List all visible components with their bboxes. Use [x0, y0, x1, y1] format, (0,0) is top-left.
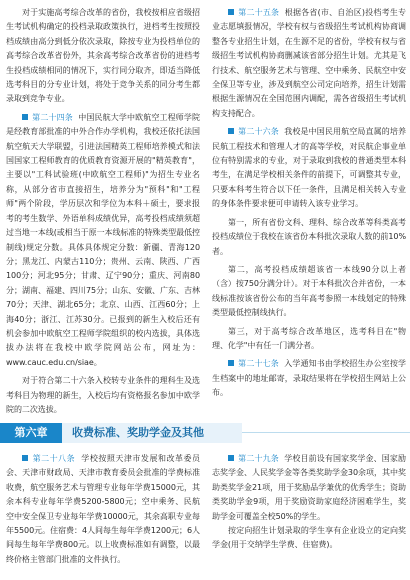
condition-1: 第一，所有省份文科、理科、综合改革等科类高考投档成绩位于我校在该省份本科批次录取人数的前10%者。	[212, 217, 406, 256]
condition-2: 第二，高考投档成绩超该省一本线90分以上者（含）按750分满分计）。对于本科批次合并省份，一本线标准按该省份公布的当年高考参照一本线划定的特殊类型最低控制线执行。	[212, 264, 406, 318]
top-right-column	[212, 6, 406, 401]
article-24-label: 第二十四条	[32, 112, 73, 122]
bottom-right-column	[212, 452, 406, 553]
article-29-label: 第二十九条	[238, 454, 279, 463]
article-28-body: 学校按照天津市发展和改革委员会、天津市财政局、天津市教育委员会批准的学费标准收费，航空服务艺术与管理专业每年学费15000元，其余本科专业每年学费5200-5800元；空中乘务、民航空中安全保卫专业每年学费10000元，其余高职专业每年5500元。住宿费：4人间每生每年学费1200元；6人间每生每年学费800元。以上收费标准如有调整，以最终价格主管部门批准的文件执行。	[6, 454, 200, 564]
top-left-column	[6, 6, 200, 417]
article-29-body: 学校目前设有国家奖学金、国家励志奖学金、人民奖学金等各类奖助学金30余项，其中奖助类奖学金21项，用于奖励品学兼优的优秀学生；资助类奖助学金9项，用于奖励资助家庭经济困难学生，奖助学金可覆盖全校50%的学生。	[212, 454, 406, 521]
square-bullet-icon	[22, 114, 28, 120]
article-24-body: 中国民航大学中欧航空工程师学院是经教育部批准的中外合作办学机构，我校还依托法国航空航天大学联盟，引进法国精英工程师培养模式和法国国家工程师教育的优质教育资源开展的"精英教育"，主要以"工科试验班(中欧航空工程师)"为招生专业名称，从部分省市直接招生，培养分为"预科"和"工程师"两个阶段，学历层次和学位为本科＋硕士，要求报考的考生数学、外语单科成绩优异，高考投档成绩须超过当地一本线(或相当于原一本线标准的特殊类型最低控制线)规定分数。具体具体规定分数：新疆、青海120分；黑龙江、内蒙古110分；贵州、云南、陕西、广西100分；河北95分；甘肃、辽宁90分；重庆、河南80分；湖南、福建、四川75分；山东、安徽、广东、吉林70分；天津、湖北65分；北京、山西、江西60分；上海40分；浙江、江苏30分。已报到的新生入校后还有机会参加中欧航空工程师学院组织的校内选拔，具体选拔办法将在我校中欧学院网站公布，网址为：www.cauc.edu.cn/siae。	[6, 112, 200, 367]
article-28	[6, 452, 200, 567]
square-bullet-icon	[228, 360, 234, 366]
square-bullet-icon	[228, 128, 234, 134]
chapter-title: 收费标准、奖助学金及其他	[62, 423, 242, 443]
article-29	[212, 452, 406, 524]
article-27	[212, 357, 406, 400]
chapter-number: 第六章	[0, 423, 62, 443]
condition-3: 第三，对于高考综合改革地区，选考科目在"物理、化学"中有任一门满分者。	[212, 326, 406, 350]
article-24	[6, 111, 200, 370]
article-25-body: 根据各省(市、自治区)投档考生专业志愿填报情况，学校有权与省级招生考试机构协商调整各专业招生计划，在生源不足的省份，学校有权与省级招生考试机构协商删减该省部分招生计划。尤其是飞行技术、航空服务艺术与管理、空中乘务、民航空中安全保卫等专业，涉及到航空公司定向培养，招生计划需根据生源情况在全国范围内调配，需各省级招生考试机构支持配合。	[212, 8, 406, 118]
article-26-label: 第二十六条	[238, 127, 279, 137]
article-26-body: 我校是中国民用航空局直属的培养民航工程技术和管理人才的高等学校，对民航企事业单位有特别需求的专业，对于录取到我校的普通类型本科考生，在满足学校相关条件的前提下，可调整其专业，只要本科考生符合以下任一条件，且满足相关转入专业的身体条件要求便可申请转入该专业学习。	[212, 127, 406, 209]
square-bullet-icon	[228, 455, 234, 461]
bottom-left-column	[6, 452, 200, 567]
paragraph-directed-scholarship: 按定向招生计划录取的学生享有企业设立的定向奖学金(用于交纳学生学费、住宿费)。	[212, 526, 406, 550]
article-28-label: 第二十八条	[32, 454, 76, 463]
paragraph-admission-rule: 对于实施高考综合改革的省份，我校按相应省级招生考试机构确定的投档录取政策执行，进档考生按照投档成绩由高分到低分依次录取，除按专业为投档单位的高考综合改革省份外，其余高考综合改革省份的进档考生投档成绩相同的情况下，实行同分取齐，即适当降低选考科目的分专业计划，将处于竞争关系的同分考生都录取到竞争专业。	[6, 8, 200, 104]
chapter-divider	[242, 432, 410, 433]
article-27-label: 第二十七条	[238, 359, 279, 369]
article-26	[212, 125, 406, 211]
article-25	[212, 6, 406, 121]
article-25-label: 第二十五条	[238, 8, 280, 17]
square-bullet-icon	[22, 455, 28, 461]
article-27-body: 入学通知书由学校招生办公室按学生档案中的地址邮寄，录取结果将在学校招生网站上公布。	[212, 359, 406, 398]
paragraph-second-selection: 对于符合第二十六条入校转专业条件的理科生及选考科目为物理的新生，入校后均有资格报名参加中欧学院的二次选拔。	[6, 376, 200, 414]
square-bullet-icon	[228, 9, 234, 15]
chapter-header	[0, 423, 410, 443]
